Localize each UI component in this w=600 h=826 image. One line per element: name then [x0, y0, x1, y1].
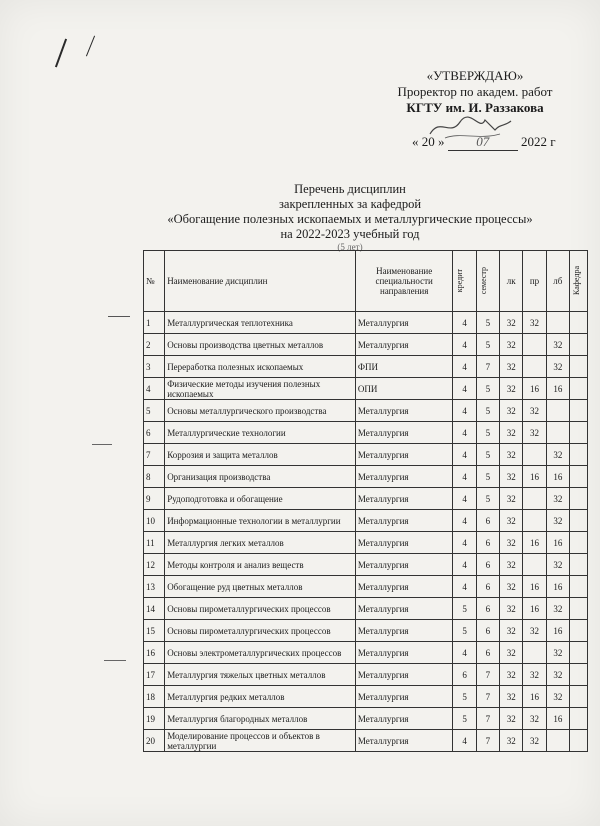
semester-value: 7 — [476, 708, 499, 730]
credit-value: 4 — [453, 400, 476, 422]
discipline-name: Основы пирометаллургических процессов — [165, 620, 356, 642]
lecture-hours: 32 — [500, 356, 523, 378]
semester-value: 5 — [476, 400, 499, 422]
lecture-hours: 32 — [500, 422, 523, 444]
title-line-4: на 2022-2023 учебный год — [280, 227, 420, 241]
semester-value: 6 — [476, 620, 499, 642]
table-row — [144, 488, 588, 510]
lecture-hours: 32 — [500, 400, 523, 422]
practice-hours — [523, 642, 546, 664]
discipline-name: Переработка полезных ископаемых — [165, 356, 356, 378]
credit-value: 4 — [453, 510, 476, 532]
lab-hours: 32 — [546, 642, 569, 664]
semester-value: 6 — [476, 532, 499, 554]
discipline-name: Металлургия тяжелых цветных металлов — [165, 664, 356, 686]
header-credit-label: кредит — [455, 269, 465, 293]
lecture-hours: 32 — [500, 312, 523, 334]
semester-value: 5 — [476, 488, 499, 510]
table-row — [144, 620, 588, 642]
extra-cell — [569, 422, 587, 444]
row-number: 19 — [144, 708, 165, 730]
discipline-name: Организация производства — [165, 466, 356, 488]
lecture-hours: 32 — [500, 598, 523, 620]
date-month: 07 — [448, 134, 518, 151]
extra-cell — [569, 488, 587, 510]
specialty-name: ОПИ — [355, 378, 452, 400]
credit-value: 4 — [453, 312, 476, 334]
scan-mark — [55, 39, 67, 68]
credit-value: 4 — [453, 378, 476, 400]
extra-cell — [569, 642, 587, 664]
row-number: 9 — [144, 488, 165, 510]
specialty-name: ФПИ — [355, 356, 452, 378]
specialty-name: Металлургия — [355, 686, 452, 708]
credit-value: 4 — [453, 554, 476, 576]
header-extra — [569, 251, 587, 312]
lab-hours — [546, 400, 569, 422]
lab-hours: 32 — [546, 686, 569, 708]
specialty-name: Металлургия — [355, 488, 452, 510]
scan-mark — [108, 316, 130, 317]
practice-hours: 16 — [523, 686, 546, 708]
lecture-hours: 32 — [500, 576, 523, 598]
row-number: 6 — [144, 422, 165, 444]
lecture-hours: 32 — [500, 466, 523, 488]
date-day: « 20 » — [412, 134, 445, 149]
row-number: 18 — [144, 686, 165, 708]
semester-value: 6 — [476, 576, 499, 598]
credit-value: 5 — [453, 686, 476, 708]
practice-hours: 32 — [523, 620, 546, 642]
lecture-hours: 32 — [500, 378, 523, 400]
lecture-hours: 32 — [500, 642, 523, 664]
semester-value: 7 — [476, 664, 499, 686]
row-number: 8 — [144, 466, 165, 488]
specialty-name: Металлургия — [355, 400, 452, 422]
specialty-name: Металлургия — [355, 576, 452, 598]
semester-value: 6 — [476, 642, 499, 664]
discipline-name: Металлургия благородных металлов — [165, 708, 356, 730]
extra-cell — [569, 466, 587, 488]
table-row — [144, 444, 588, 466]
row-number: 16 — [144, 642, 165, 664]
specialty-name: Металлургия — [355, 466, 452, 488]
discipline-name: Металлургические технологии — [165, 422, 356, 444]
row-number: 12 — [144, 554, 165, 576]
lecture-hours: 32 — [500, 730, 523, 752]
approval-date — [412, 134, 597, 151]
lecture-hours: 32 — [500, 510, 523, 532]
extra-cell — [569, 312, 587, 334]
lab-hours: 16 — [546, 576, 569, 598]
semester-value: 5 — [476, 378, 499, 400]
table-row — [144, 532, 588, 554]
date-year: 2022 г — [521, 134, 556, 149]
specialty-name: Металлургия — [355, 334, 452, 356]
lecture-hours: 32 — [500, 664, 523, 686]
credit-value: 4 — [453, 466, 476, 488]
table-row — [144, 334, 588, 356]
practice-hours: 16 — [523, 378, 546, 400]
row-number: 13 — [144, 576, 165, 598]
specialty-name: Металлургия — [355, 664, 452, 686]
lecture-hours: 32 — [500, 444, 523, 466]
table-body — [144, 312, 588, 752]
extra-cell — [569, 444, 587, 466]
header-no: № — [144, 251, 165, 312]
semester-value: 5 — [476, 466, 499, 488]
table-row — [144, 554, 588, 576]
discipline-name: Моделирование процессов и объектов в металлургии — [165, 730, 356, 752]
extra-cell — [569, 334, 587, 356]
specialty-name: Металлургия — [355, 730, 452, 752]
header-semester — [476, 251, 499, 312]
row-number: 17 — [144, 664, 165, 686]
lab-hours: 32 — [546, 598, 569, 620]
scan-mark — [104, 660, 126, 661]
extra-cell — [569, 620, 587, 642]
row-number: 5 — [144, 400, 165, 422]
row-number: 20 — [144, 730, 165, 752]
lecture-hours: 32 — [500, 488, 523, 510]
table-row — [144, 312, 588, 334]
header-semester-label: семестр — [478, 267, 488, 295]
row-number: 11 — [144, 532, 165, 554]
credit-value: 4 — [453, 422, 476, 444]
lecture-hours: 32 — [500, 532, 523, 554]
lecture-hours: 32 — [500, 686, 523, 708]
row-number: 2 — [144, 334, 165, 356]
credit-value: 4 — [453, 576, 476, 598]
discipline-name: Металлургия редких металлов — [165, 686, 356, 708]
header-spec: Наименование специальности направления — [355, 251, 452, 312]
table-row — [144, 598, 588, 620]
extra-cell — [569, 554, 587, 576]
extra-cell — [569, 598, 587, 620]
lab-hours — [546, 312, 569, 334]
semester-value: 7 — [476, 686, 499, 708]
table-row — [144, 664, 588, 686]
lecture-hours: 32 — [500, 334, 523, 356]
lab-hours: 16 — [546, 532, 569, 554]
discipline-name: Методы контроля и анализ веществ — [165, 554, 356, 576]
discipline-name: Информационные технологии в металлургии — [165, 510, 356, 532]
header-credit — [453, 251, 476, 312]
extra-cell — [569, 708, 587, 730]
table-row — [144, 510, 588, 532]
lecture-hours: 32 — [500, 708, 523, 730]
extra-cell — [569, 730, 587, 752]
extra-cell — [569, 510, 587, 532]
table-row — [144, 356, 588, 378]
practice-hours: 32 — [523, 730, 546, 752]
practice-hours: 32 — [523, 422, 546, 444]
semester-value: 7 — [476, 730, 499, 752]
extra-cell — [569, 686, 587, 708]
lab-hours: 16 — [546, 378, 569, 400]
lab-hours: 32 — [546, 664, 569, 686]
semester-value: 7 — [476, 356, 499, 378]
discipline-name: Основы электрометаллургических процессов — [165, 642, 356, 664]
lab-hours: 32 — [546, 554, 569, 576]
approval-heading: «УТВЕРЖДАЮ» — [426, 68, 524, 83]
header-pr: пр — [523, 251, 546, 312]
extra-cell — [569, 356, 587, 378]
table-row — [144, 378, 588, 400]
semester-value: 5 — [476, 334, 499, 356]
specialty-name: Металлургия — [355, 444, 452, 466]
title-line-2: закрепленных за кафедрой — [278, 197, 422, 211]
practice-hours: 16 — [523, 598, 546, 620]
credit-value: 4 — [453, 488, 476, 510]
table-row — [144, 642, 588, 664]
semester-value: 5 — [476, 422, 499, 444]
approval-block — [360, 68, 590, 116]
lab-hours: 32 — [546, 444, 569, 466]
specialty-name: Металлургия — [355, 532, 452, 554]
disciplines-table — [143, 250, 588, 752]
practice-hours — [523, 554, 546, 576]
title-subnote: (5 лет) — [337, 242, 363, 252]
document-title — [100, 182, 600, 252]
header-extra-label: Кафедра — [571, 266, 581, 296]
specialty-name: Металлургия — [355, 620, 452, 642]
row-number: 10 — [144, 510, 165, 532]
credit-value: 5 — [453, 708, 476, 730]
extra-cell — [569, 400, 587, 422]
lab-hours: 32 — [546, 334, 569, 356]
discipline-name: Металлургия легких металлов — [165, 532, 356, 554]
credit-value: 5 — [453, 620, 476, 642]
credit-value: 4 — [453, 642, 476, 664]
specialty-name: Металлургия — [355, 642, 452, 664]
practice-hours — [523, 444, 546, 466]
discipline-name: Физические методы изучения полезных ископаемых — [165, 378, 356, 400]
row-number: 3 — [144, 356, 165, 378]
credit-value: 4 — [453, 532, 476, 554]
credit-value: 4 — [453, 730, 476, 752]
extra-cell — [569, 532, 587, 554]
lecture-hours: 32 — [500, 620, 523, 642]
practice-hours — [523, 488, 546, 510]
scan-mark — [92, 444, 112, 445]
practice-hours: 32 — [523, 312, 546, 334]
credit-value: 4 — [453, 334, 476, 356]
specialty-name: Металлургия — [355, 598, 452, 620]
lab-hours — [546, 730, 569, 752]
discipline-name: Основы пирометаллургических процессов — [165, 598, 356, 620]
lecture-hours: 32 — [500, 554, 523, 576]
discipline-name: Обогащение руд цветных металлов — [165, 576, 356, 598]
table-row — [144, 576, 588, 598]
table-row — [144, 422, 588, 444]
semester-value: 6 — [476, 598, 499, 620]
scan-mark — [86, 36, 95, 57]
practice-hours: 32 — [523, 708, 546, 730]
table-row — [144, 730, 588, 752]
lab-hours: 16 — [546, 708, 569, 730]
credit-value: 4 — [453, 444, 476, 466]
specialty-name: Металлургия — [355, 554, 452, 576]
table-header-row — [144, 251, 588, 312]
approval-organization: КГТУ им. И. Раззакова — [406, 100, 544, 115]
practice-hours: 16 — [523, 576, 546, 598]
header-name: Наименование дисциплин — [165, 251, 356, 312]
practice-hours: 16 — [523, 466, 546, 488]
specialty-name: Металлургия — [355, 312, 452, 334]
table-row — [144, 400, 588, 422]
semester-value: 5 — [476, 444, 499, 466]
lab-hours: 32 — [546, 510, 569, 532]
practice-hours: 32 — [523, 664, 546, 686]
practice-hours — [523, 510, 546, 532]
header-lk: лк — [500, 251, 523, 312]
credit-value: 5 — [453, 598, 476, 620]
semester-value: 6 — [476, 554, 499, 576]
row-number: 14 — [144, 598, 165, 620]
row-number: 7 — [144, 444, 165, 466]
practice-hours — [523, 356, 546, 378]
discipline-name: Основы производства цветных металлов — [165, 334, 356, 356]
credit-value: 6 — [453, 664, 476, 686]
semester-value: 5 — [476, 312, 499, 334]
row-number: 4 — [144, 378, 165, 400]
specialty-name: Металлургия — [355, 422, 452, 444]
lab-hours — [546, 422, 569, 444]
extra-cell — [569, 576, 587, 598]
specialty-name: Металлургия — [355, 510, 452, 532]
lab-hours: 32 — [546, 356, 569, 378]
practice-hours — [523, 334, 546, 356]
practice-hours: 32 — [523, 400, 546, 422]
lab-hours: 32 — [546, 488, 569, 510]
title-line-1: Перечень дисциплин — [294, 182, 406, 196]
credit-value: 4 — [453, 356, 476, 378]
practice-hours: 16 — [523, 532, 546, 554]
header-lb: лб — [546, 251, 569, 312]
row-number: 15 — [144, 620, 165, 642]
table-row — [144, 686, 588, 708]
discipline-name: Коррозия и защита металлов — [165, 444, 356, 466]
title-line-3: «Обогащение полезных ископаемых и металлургические процессы» — [167, 212, 533, 226]
discipline-name: Рудоподготовка и обогащение — [165, 488, 356, 510]
approval-position: Проректор по академ. работ — [397, 84, 553, 99]
row-number: 1 — [144, 312, 165, 334]
table-row — [144, 466, 588, 488]
specialty-name: Металлургия — [355, 708, 452, 730]
discipline-name: Основы металлургического производства — [165, 400, 356, 422]
extra-cell — [569, 378, 587, 400]
table-row — [144, 708, 588, 730]
extra-cell — [569, 664, 587, 686]
lab-hours: 16 — [546, 620, 569, 642]
discipline-name: Металлургическая теплотехника — [165, 312, 356, 334]
lab-hours: 16 — [546, 466, 569, 488]
semester-value: 6 — [476, 510, 499, 532]
